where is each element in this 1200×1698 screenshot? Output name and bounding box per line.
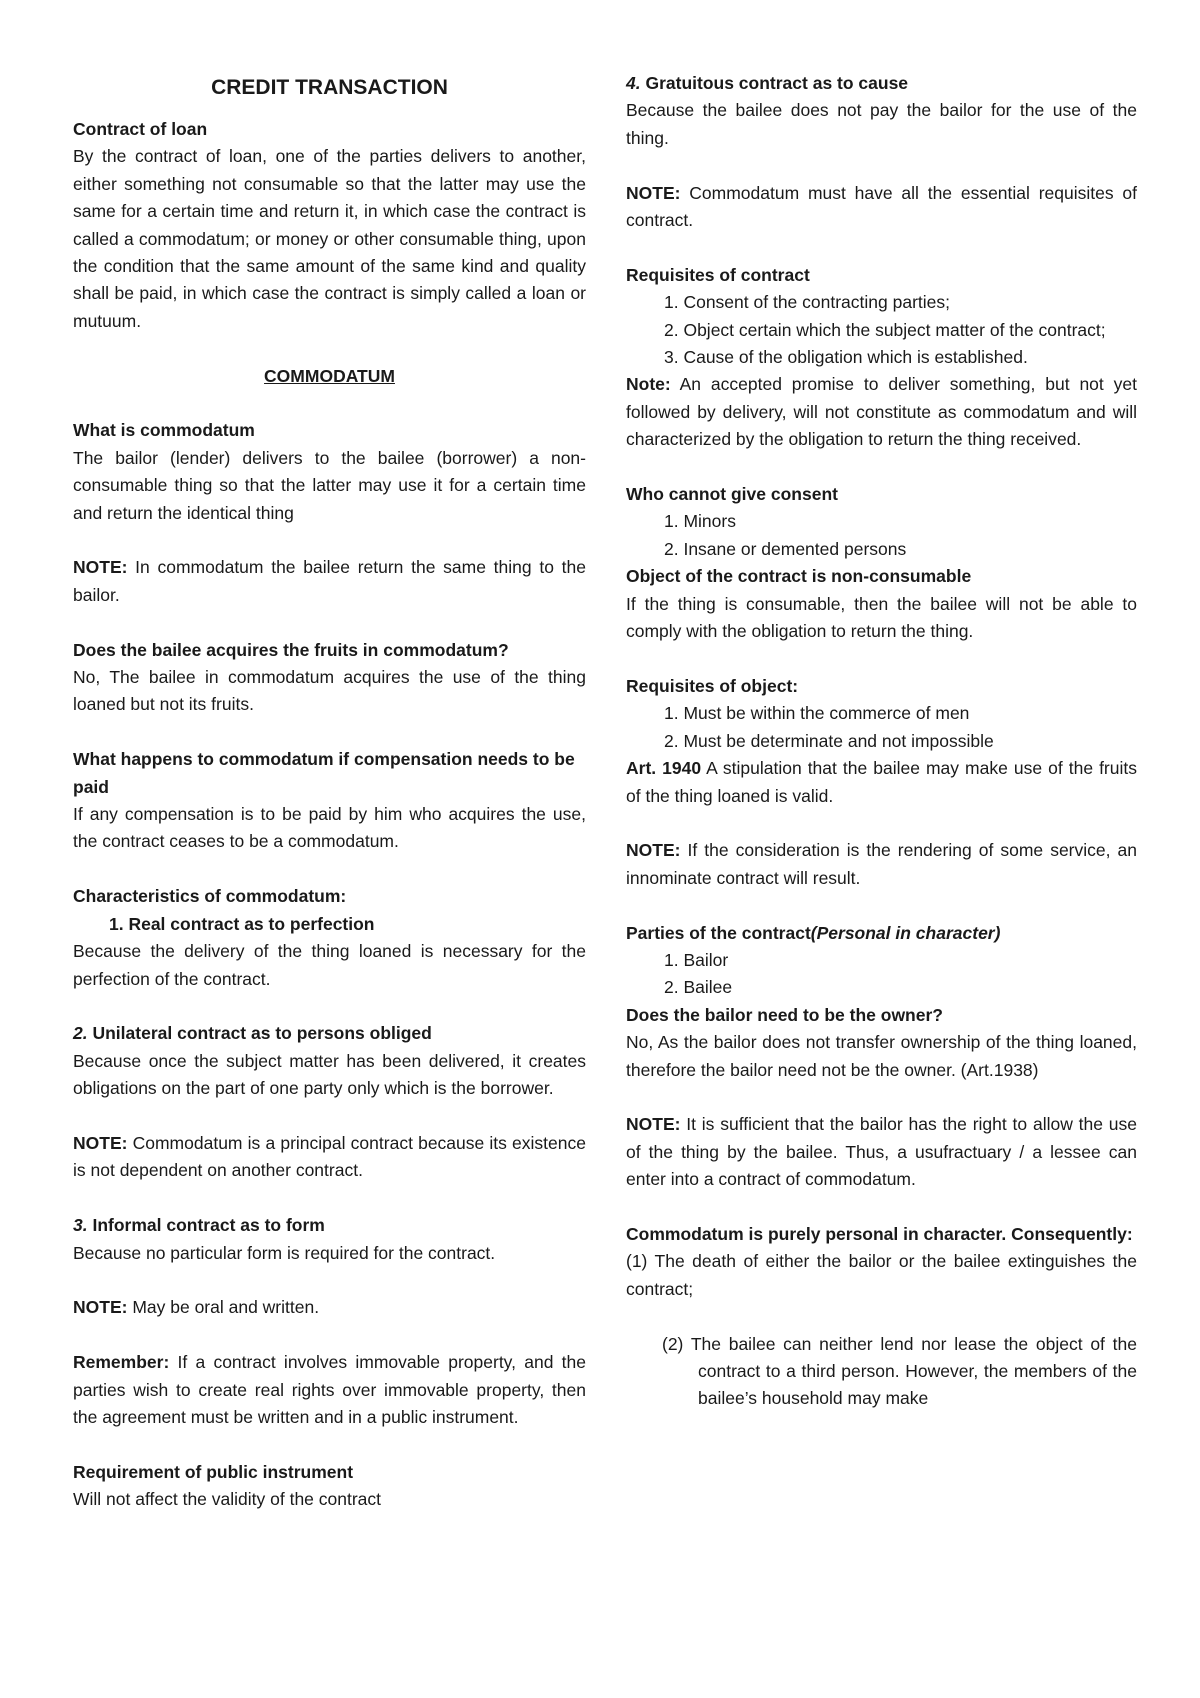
personal-item-number: (1): [626, 1251, 648, 1272]
consent-heading: Who cannot give consent: [626, 484, 838, 505]
list-item: 1. Bailor: [664, 949, 729, 970]
list-item: 2. Object certain which the subject matter of the contract;: [664, 319, 1106, 340]
left-column: [73, 70, 586, 1514]
loan-text: By the contract of loan, one of the parties delivers to another, either something not consumable so that the latter may use the same for a certain time and return it, in which case the contract is called a commodatum; or money or other consumable thing, upon the condition that the same amount of the same kind and quality shall be paid, in which case the contract is simply called a loan or mutuum.: [73, 146, 586, 331]
list-item: 2. Must be determinate and not impossible: [664, 730, 994, 751]
characteristic-number: 2.: [73, 1023, 88, 1044]
what-text: The bailor (lender) delivers to the bailee (borrower) a non-consumable thing so that the latter may use it for a certain time and return the identical thing: [73, 447, 586, 523]
remember-note: [73, 1349, 586, 1431]
list-item: 1. Minors: [664, 511, 736, 532]
note-2: [73, 1130, 586, 1185]
commodatum-heading-text: COMMODATUM: [264, 365, 395, 386]
characteristic-label: Gratuitous contract as to cause: [640, 73, 909, 93]
what-heading: What is commodatum: [73, 420, 255, 441]
article-label: Art. 1940: [626, 758, 702, 779]
characteristics-heading: Characteristics of commodatum:: [73, 886, 347, 907]
personal-item-1: [626, 1248, 1137, 1303]
characteristic-number: 4.: [626, 73, 641, 93]
personal-item-number: (2): [662, 1333, 684, 1354]
characteristic-3-heading: [73, 1212, 586, 1239]
art-1940: [626, 755, 1137, 810]
public-instrument-text: Will not affect the validity of the contract: [73, 1489, 382, 1510]
note-5: [626, 371, 1137, 453]
characteristic-2-heading: [73, 1020, 586, 1047]
fruits-heading: Does the bailee acquires the fruits in commodatum?: [73, 639, 509, 660]
characteristic-number: 3.: [73, 1215, 88, 1236]
list-item: 1. Consent of the contracting parties;: [664, 292, 950, 313]
note-label: NOTE:: [73, 557, 128, 578]
remember-text: If a contract involves immovable property, and the parties wish to create real rights over immovable property, then the agreement must be written and in a public instrument.: [73, 1352, 586, 1427]
parties-heading-italic: (Personal in character): [810, 922, 1001, 943]
personal-item-text: The bailee can neither lend nor lease the object of the contract to a third person. However, the members of the bailee’s household may make: [683, 1333, 1137, 1409]
note-text: May be oral and written.: [127, 1297, 320, 1318]
parties-heading-text: Parties of the contract: [626, 922, 811, 943]
note-text: Commodatum must have all the essential requisites of contract.: [626, 182, 1137, 231]
characteristic-1-heading: 1. Real contract as to perfection: [109, 913, 375, 934]
note-label: NOTE:: [626, 840, 681, 861]
requisites-object-heading: Requisites of object:: [626, 675, 799, 696]
owner-text: No, As the bailor does not transfer ownership of the thing loaned, therefore the bailor need not be the owner. (Art.1938): [626, 1032, 1137, 1080]
note-1: [73, 554, 586, 609]
public-instrument-heading: Requirement of public instrument: [73, 1461, 354, 1482]
note-label: Note:: [626, 374, 671, 395]
note-label: NOTE:: [626, 182, 681, 203]
note-3: [73, 1294, 586, 1321]
characteristic-label: Unilateral contract as to persons obliged: [87, 1023, 432, 1044]
document-title: CREDIT TRANSACTION: [211, 76, 448, 99]
note-text: It is sufficient that the bailor has the right to allow the use of the thing by the bailee. Thus, a usufractuary / a lessee can enter into a contract of commodatum.: [626, 1114, 1137, 1190]
note-label: NOTE:: [73, 1132, 128, 1153]
note-6: [626, 837, 1137, 892]
consent-list: [626, 508, 1137, 563]
article-text: A stipulation that the bailee may make use of the fruits of the thing loaned is valid.: [626, 758, 1137, 806]
list-item: 2. Insane or demented persons: [664, 538, 907, 559]
requisites-contract-heading: Requisites of contract: [626, 264, 810, 285]
compensation-heading: What happens to commodatum if compensation needs to be paid: [73, 749, 575, 797]
characteristic-1-text: Because the delivery of the thing loaned is necessary for the perfection of the contract.: [73, 941, 586, 989]
right-column: [626, 70, 1137, 1413]
object-text: If the thing is consumable, then the bailee will not be able to comply with the obligation to return the thing.: [626, 593, 1137, 642]
parties-heading: [626, 920, 1137, 947]
note-4: [626, 180, 1137, 235]
list-item: 1. Must be within the commerce of men: [664, 703, 970, 724]
owner-heading: Does the bailor need to be the owner?: [626, 1004, 943, 1025]
requisites-contract-list: [626, 289, 1137, 371]
list-item: 2. Bailee: [664, 977, 733, 998]
object-heading: Object of the contract is non-consumable: [626, 566, 972, 587]
note-text: If the consideration is the rendering of some service, an innominate contract will result.: [626, 840, 1137, 888]
loan-heading: Contract of loan: [73, 119, 208, 139]
personal-heading: Commodatum is purely personal in character. Consequently:: [626, 1223, 1133, 1244]
note-label: NOTE:: [73, 1297, 128, 1318]
parties-list: [626, 947, 1137, 1002]
compensation-text: If any compensation is to be paid by him who acquires the use, the contract ceases to be a commodatum.: [73, 804, 586, 852]
characteristic-3-text: Because no particular form is required for the contract.: [73, 1242, 496, 1263]
commodatum-heading: [73, 363, 586, 390]
personal-item-2: [626, 1331, 1137, 1413]
note-7: [626, 1111, 1137, 1193]
remember-label: Remember:: [73, 1352, 170, 1373]
characteristic-label: Informal contract as to form: [87, 1215, 325, 1236]
list-item: 3. Cause of the obligation which is established.: [664, 347, 1028, 368]
note-label: NOTE:: [626, 1114, 681, 1135]
characteristic-4-heading: [626, 70, 1137, 97]
note-text: In commodatum the bailee return the same thing to the bailor.: [73, 557, 586, 605]
note-text: An accepted promise to deliver something, but not yet followed by delivery, will not constitute as commodatum and will characterized by the obligation to return the thing received.: [626, 374, 1137, 450]
characteristic-4-text: Because the bailee does not pay the bailor for the use of the thing.: [626, 100, 1137, 148]
fruits-text: No, The bailee in commodatum acquires the use of the thing loaned but not its fruits.: [73, 667, 586, 715]
characteristic-2-text: Because once the subject matter has been delivered, it creates obligations on the part of one party only which is the borrower.: [73, 1050, 586, 1099]
personal-item-text: The death of either the bailor or the bailee extinguishes the contract;: [626, 1251, 1137, 1299]
note-text: Commodatum is a principal contract because its existence is not dependent on another contract.: [73, 1132, 586, 1181]
requisites-object-list: [626, 700, 1137, 755]
